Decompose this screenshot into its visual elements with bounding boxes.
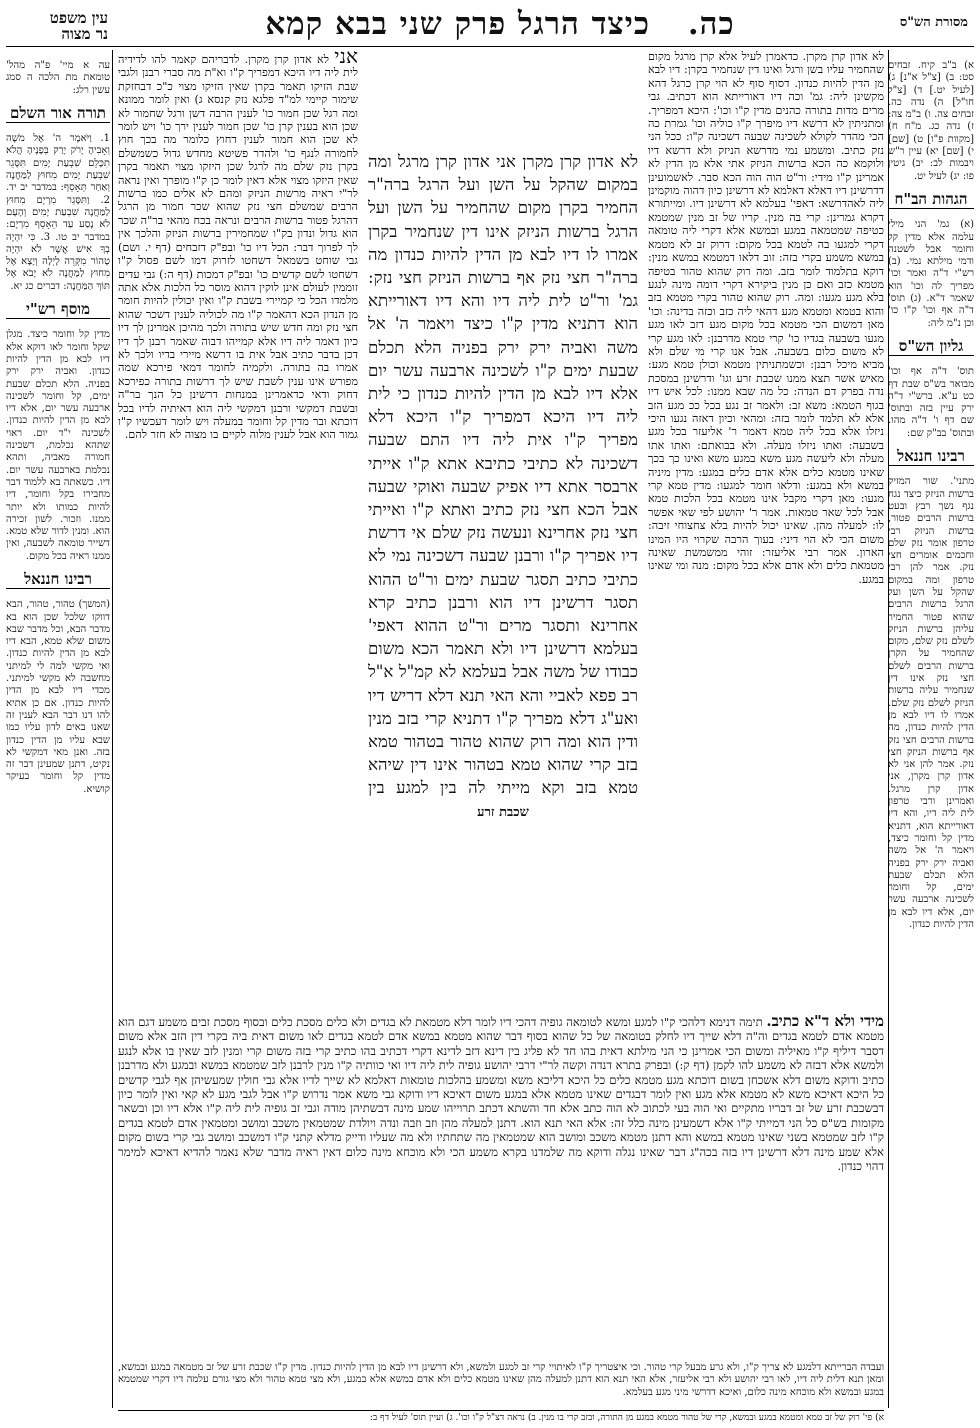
rabbenu-chananel-right-text: מתני'. שור המזיק ברשות הניזק כיצד נגח נגף נשך רבץ ובעט ברשות הרבים פטור, ברשות הניזק רבי טרפון אומר נזק שלם וחכמים אומרים חצי נזק. אמר להן רבי טרפון ומה במקום שהקל על השן ועל הרגל ברשות הרבים שהוא פטור החמיר עליהן ברשות הניזק לשלם נזק שלם, מקום שהחמיר על הקרן ברשות הרבים לשלם חצי נזק אינו דין שנחמיר עליה ברשות הניזק לשלם נזק שלם. אמרו לו דיו לבא מן הדין להיות כנדון, מה ברשות הרבים חצי נזק אף ברשות הניזק חצי נזק. אמר להן אני לא אדון קרן מקרן, אני אדון קרן מרגל. ואמרינן ורבי טרפון לית ליה דיו, והא דיו דאורייתא הוא, דתניא מדין קל וחומר כיצד, ויאמר ה' אל משה ואביה ירק ירק בפניה הלא תכלם שבעת ימים, קל וחומר לשכינה ארבעה עשר יום, אלא דיו לבא מן הדין להיות כנדון.	[888, 476, 974, 930]
ein-mishpat-entry: עה א מיי' פ"ה מהל' טומאת מת הלכה ה סמג עשין רלג:	[6, 60, 110, 96]
musaf-rashi-text: מדין קל וחומר כיצד. מגלן שקל וחומר לאו דוקא אלא דיו לבא מן הדין להיות כנדון. ואביה ירק ירק בפניה. הלא תכלם שבעת ימים, קל וחומר לשכינה ארבעה עשר יום, אלא דיו לבא מן הדין להיות כנדון. לשכינה י"ד יום. ראוי שתהא נכלמת, דשכינה חמורה מאביה, ותהא נכלמת בארבעה עשר יום. דיו. כשאתה בא ללמוד דבר מחבירו בקל וחומר, דיו להיות כמותו ולא יותר ממנו. וזכור. לשון זכירה הוא. ומנין לדור שלא טמא. דשייר טומאה לשבעה, ואין ממנו ראיה בכל מקום.	[6, 329, 110, 562]
lower-dibur-hamatchil: מידי ולא ד"א כתיב.	[766, 1014, 884, 1030]
ein-mishpat-label: עין משפט	[49, 9, 108, 27]
rabbenu-chananel-right-title: רבינו חננאל	[888, 450, 974, 466]
torah-or-text: 1. וַיֹּאמֶר ה' אֶל מֹשֶׁה וְאָבִיהָ יָרֹק יָרַק בְּפָנֶיהָ הֲלֹא תִכָּלֵם שִׁבְעַת יָמִים תִּסָּגֵר שִׁבְעַת יָמִים מִחוּץ לַמַּחֲנֶה וְאַחַר תֵּאָסֵף: במדבר יב יד. 2. וַתִּסָּגֵר מִרְיָם מִחוּץ לַמַּחֲנֶה שִׁבְעַת יָמִים וְהָעָם לֹא נָסַע עַד הֵאָסֵף מִרְיָם: במדבר יב טו. 3. כִּי יִהְיֶה בְךָ אִישׁ אֲשֶׁר לֹא יִהְיֶה טָהוֹר מִקְּרֵה לָיְלָה וְיָצָא אֶל מִחוּץ לַמַּחֲנֶה לֹא יָבֹא אֶל תּוֹךְ הַמַּחֲנֶה: דברים כג יא.	[6, 133, 110, 292]
right-margin	[888, 50, 974, 1420]
gilyon-hashas-text: תוס' ד"ה אף וכו' מבואר בש"ס שבת דף כט ע"א. ברש"י ד"ה ירק עיין בזה ובתוס' שם דף ו' ד"ה מהו. ובתוס' בב"ק שם:	[888, 366, 974, 439]
bottom-strip-text: ועבדה הברייתא דלמגע לא צריך ק"ו, ולא גרע מבעל קרי טהור. וכי איצטריך ק"ו לאיתויי קרי זב למגע ולמשא, ולא דרשינן דיו לבא מן הדין להיות כנדון. מדין ק"ו שכבת זרע של זב מטמאה במגע ובמשא, ומאן תנא דלית ליה דיו, לאו רבי יהושע ולא רבי אליעזר, אלא האי תנא הוא דתנן למעלה מהן שאינו מטמא כלים ולא אדם במשא אלא במגע, ולא מצי טמא טהור ולא מצי גורם עלמה דיו דקרי שמטמא במגע ובמשא ולא מוכחא מינה כלום, ואיכא דדרשי מיני מגע בעלמא.	[118, 1362, 884, 1398]
tosafot-column	[118, 50, 358, 1010]
rashi-text: לא אדון קרן מקרן. כדאמרן לעיל אלא קרן מרגל מקום שהחמיר עליו בשן ורגל ואינו דין שנחמיר בקרן: דיו לבא מן הדין להיות כנדון. דסוף סוף לא הוי קרן כרגל דהא מקשינן ליה: גמ' וכה דיו דאורייתא הוא דכתיב. גבי מרים מדות בתורה כהנים מדין ק"ו וכו': היכא דמפריך. ומתניתין לא דרשא דיו מיפרך ק"ו כוליה וכו' גמרת כה הכי מהדר לקולא לשכינה שבעה דשכינה ק"ו: ככל הני נזק כתיב. ומשמע נמי מדרשא הניזק ולא דרשא דיו ולוקמא כה הכא ברשות הניזק אתי אלא מן הדין לא אמרינן ק"ו מידי: ור"ט הוה הוה הכא סבר. לאשמועינן דדרשינן דיו דאלא דאלמא לא דרשינן כיון דהוה מוקמינן ליה לאהדרשא: דאפי' בעלמא לא דרשינן דיו. ומייתורא דקרא גמרינן: קרי בה מנין. קריו של זב מנין שמטמא כטיפה שמטמאה במגע ובמשא אלא דקרי ליה טומאה דקרי למגעו בה לטמא בכל מקום: דרוק זב לא מטמא במשא משמע בקרי בזה: זוב דלאו דמטמא במשא מנין: דוקא בתלמוד לומר בזב. ומה רוק שהוא טהור בטיפה מטמא כזב ואם כן מנין ביקירא דקרי דומה מינה לנגע בלא מגע מגעו: ומה. רוק שהוא טהור בקרי מטמא בזב והוא בטמא ומטמא מגע דהאי ליה כזב וכזה בדינה: וכו' מאן דמשום הכי מטמא בכל מקום מגע דזב לאו מגע מגעו בשבעה בגדיו כו' קרי טמא מדרבנן: לאו מגע קרי לא משום כלום בשבעה. אבל אנו קרי מי שלם ולא מביא מיכל רבנן: וכשמתניתין מטמא וכולן טמא מגע: מאיש אשר תצא ממנו שכבת זרע וגו' ודרשינן במסכת נדה בפרק דם הנדה: כל מה שבא ממנו: לכל איש דיו בגוף הטמא: משא זב: ולאמר זב נגע בכל ככ מגע הזב אלא לא תלמד לומר בזה: ומהאי וכיון דאזה נגעו היכי ניזלו אלא בכל ליה טמא דאמר ר' אליעזר בכל מגע בשבעה: ואתו ניזלו מעלה. ולא בבואתם: ואתו אתו מעלה ולא ליעשה מגע משא במגע משא ואינו כך בכך שאינו מטמא כלים אלא אדם כלים במגע: מדין מיניה במשא ולא במגע: ודלאו חומר למגעו: מדין טמא קרי מגעו: מאן דקרי מקבל אינו מטמא בכל הלכות טמא אבל לכל שאר טמאות. אמר ר' יהושע לפי שאי אפשר לו: למעלה מהן. שאינו יכול להיות בלא צחצוחי זיבה: משום הכי לא הוי דיני: בעוך הרבה שקרוי היו המינו הארון. אמר רבי אליעזר: זוהי ממשמשת שאינה מטמאת כלים ולא אדם אלא בכל מקום: מנה ומי שאינו במגע.	[648, 50, 884, 586]
page-title	[220, 6, 780, 42]
masoret-header: מסורת הש"ס	[899, 15, 968, 30]
daf-number: כה.	[687, 6, 735, 42]
header-divider	[6, 46, 974, 47]
tosafot-text: לא אדון קרן מקרן. לדבריהם קאמר להו לדידיה לית ליה דיו היכא דמפריך ק"ו וא"ת מה סברי רבנן ולגבי שבת הזיקו תאמר בקרן שאין הזיקו מצוי כ"כ דבחזקת שימור קיימי למ"ד פלגא נזק קנסא ג) ואין לומר ממונא ומה רגל שכן חמור כו' לענין הרבה דשן ורגל שחמור לא שכן הוא בענין קרן כו' שכן חמור לענין ירך כו' ויש לומר לא שכן הוא חמור לענין דחוץ כלומר מה בכך חוץ לחמורה לנגף כו' ולהדר פשיטא מחדש גדול כשמשלם בקרן נזק שלם מה לרגל שכן היזקו מצוי תאמר בקרן שאין היזקו מצוי אלא דאין לומר כן ק"ו מופרך ואין נראה לר"י ראיה מרשות הניזק ומהם לא אלים כמו ברשות הרבים שמשלם חצי נזק שהוא שכר חמור מן הרגל דהרגל פטור ברשות הרבים ונראה בכח מהאי בר"ה שכר הוא גדול ונדון בק"ו שמחמירין ברשות הניזק והלכך אין לך לפרוך דבר: הכל דיו כו' ובפ"ק דזבחים (דף י. ושם) גבי שוחט בשמאל דשחטו לזרוק דמו לשם פסול ק"ו דשחטו לשם קדשים כו' ובפ"ק דמכות (דף ה:) גבי עדים זוממין לעולם אינן לוקין דהוא מוסר כל הלכות אלא אתה מלמדו הכל כי קמיירי בשבת ק"ו ואין יכולין להיות חומר מן הנדון הכא דהאמר ק"ו מה לכוליה לענין דשכר שהוא חצי נזק ומה חדש שיש בתורה ולכך מהיכן אמרינן לך דיו כיון דאמר ליה דיו אלא קמייהו דבוה שאמר רבנן לך דיו דכן בדבר כתיב אבל אית בו דרשא מיירי בדיו ולכך לא אמרו בה בתורה. ולקמיה לחומר דמאי פירכא שמה מפורש אינו ענין לשבת שיש לך דרשות בתורה כפירכא דחוק ודאי כדאמרינן במנחות דרשינן כל הנך בר"ה ובשבת דמקשי ורבנן דמקשי ליה הוא דאיתיה לדיו בכל דוכתא ובר מדין קל וחומר במעלה ויש לומר דעכשיו ק"ו גמור הוא אבל לענין מלוה לקיים בו מצוה לא חזר להם.	[118, 53, 358, 442]
page-footnote: א) פי' רוק של זב טמא ומטמא במגע ובמשא, קרי של טהור מטמא במגע מן התורה, ובזב קרי בו מנין. ב) נראה דצ"ל ק"ו וכו'. ג) ועיין תוס' לעיל דף ב:	[118, 1410, 884, 1424]
bottom-commentary-strip	[118, 1362, 884, 1410]
gemara-text: לא אדון קרן מקרן אני אדון קרן מרגל ומה במקום שהקל על השן ועל הרגל ברה"ר החמיר בקרן מקום שהחמיר על השן ועל הרגל ברשות הניזק אינו דין שנחמיר בקרן אמרו לו דיו לבא מן הדין להיות כנדון מה ברה"ר חצי נזק אף ברשות הניזק חצי נזק: גמ' ור"ט לית ליה דיו והא דיו דאורייתא הוא דתניא מדין ק"ו כיצד ויאמר ה' אל משה ואביה ירק ירק בפניה הלא תכלם שבעת ימים ק"ו לשכינה ארבעה עשר יום אלא דיו לבא מן הדין להיות כנדון כי לית ליה דיו היכא דמפריך ק"ו היכא דלא מפריך ק"ו אית ליה דיו התם שבעה דשכינה לא כתיבי כתיבא אתא ק"ו אייתי ארבסר אתא דיו אפיק שבעה ואוקי שבעה אבל הכא חצי נזק כתיב ואתא ק"ו ואייתי חצי נזק אחרינא ונעשה נזק שלם אי דרשת דיו אפריך ק"ו ורבנן שבעה דשכינה נמי לא כתיבי כתיב תסגר שבעת ימים ור"ט ההוא תסגר דרשינן דיו הוא ורבנן כתיב קרא אחרינא ותסגר מרים ור"ט ההוא דאפי' בעלמא דרשינן דיו ולא תאמר הכא משום כבודו של משה אבל בעלמא לא קמ"ל א"ל רב פפא לאביי והא האי תנא דלא דריש דיו ואע"ג דלא מפריך ק"ו דתניא קרי בזב מנין ודין הוא ומה רוק שהוא טהור בטהור טמא בזב קרי שהוא טמא בטהור אינו דין שיהא טמא בזב וקא מייתי לה בין למגע בין	[368, 152, 638, 798]
lower-commentary-text: תימה דנימא דלהכי ק"ו למגע ומשא לטומאה גופיה דהכי דיו לומר דלא מטמאת לא בגדים ולא כלים מסכת כלים ובסוף מסכת זבים משמע דגם הוא מטמא אדם לטמא בגדים וה"ה דלא שייך דיו לחלק בטומאה של כל שהוא בסוף דבר שהוא מטמא במשא אדם לטמא בגדים לאו משום דאית ביה בקרי דין הזב אלא משום דסבר דיליף ק"ו מאיליה ומשום הכי אמרינן כי הני מילתא דאית בהו חד לא פליג בין דינא דזב לדינא דקרי דכתיב בהו כתיב קרי בזה משום קרי ומנין לזב שאין בו אלא לנגע ולמשא אלא דבזה לא משמע להו לקמן (דף ק:) ובפרק בתרא דנדה וקשה לר"י דרבי יהושע גופיה לית ליה דיו ואי כוותיה ק"ו מנין לרבנן לזב שמטמא במשא ובמגע ולא מדרבנן כתיב ודוקא משום דלא אשכחן בשום דוכתא מגע מטמא כלים כל היכא דליכא משא ומשמע בהלכות טומאות דאלמא לא שייך לדיו אלא גבי חולין שמעשיהן אף לגבי קדשים כל היכא דאיכא משא לא מטמא אלא מגע ואין לומר דבגדים שאינו מטמא אלא במגע משום דאיכא דיו ודוקא גבי משא אמר נדרוש ק"ו אבל לגבי מגע לא קאי ואין לומר כיון דבשכבת זרע של זב דבריו מתקיים ואי הוה בעי לכתוב לא הוה כתב אלא חד והשתא דכתב תרוייהו שמע מינה דבשתיהן מודה וגבי זב גופיה לית ליה ק"ו אלא דיו וכן ובשאר מקומות בש"ס כל הני דמייתי ק"ו אלא דשמעינן מינה כלל זה: אלא האי תנא הוא. דתנן למעלה מהן וזב וזבה ונדה ויולדת שמטמאין משכב ומושב ומטמאין אדם לטמא בגדים ק"ו לזב שמטמא בשני שאינו מטמא במשא והא דתנן מטמא משכב ומושב הוא שמטמאין מה שתחתיו ולא מה שעליו ודייק מדלא קתני ק"ו דמשכב ומושב גבי קרי בשום מקום אלא שמע מינה דלא דרשינן דיו בזה בכה"ג דבר שאינו נגלה ודוקא מה שלמדנו בקרא משמע הכי ולא מוכחא מינה כלום דאין ראיה מדבר שלא נאמר להדיא דאיכא למימר דהוי כנדון.	[118, 1015, 884, 1174]
ein-mishpat-header	[8, 10, 108, 42]
page-header	[0, 6, 980, 46]
rabbenu-chananel-left-title: רבינו חננאל	[6, 573, 110, 589]
torah-or-title: תורה אור השלם	[6, 107, 110, 123]
gemara-center-label: שכבת זרע	[477, 805, 529, 820]
left-margin	[6, 50, 110, 1420]
left-margin-divider	[112, 50, 113, 1408]
hagahot-habach-title: הגהות הב"ח	[888, 193, 974, 209]
rashi-column	[648, 50, 884, 1010]
hagahot-habach-text: (א) גמ' הני מילי עלמה אלא מדין קל וחומר אבל לשטנה ודמי מילתא נמי. (ב) רש"י ד"ה ואמר וכו' מפריך לה וכו' הוא שאמר ד"א. (ג) תוס' ד"ה אף וכו' ק"ו כו' וכן נ"מ ליה:	[888, 219, 974, 329]
rabbenu-chananel-left-text: (המשך) טהור, טהור, הבא דווקו שלכל שכן הוא בא מדבר הבא, וכל מדבר שבא משום שלא טמא, הבא דיו לבא מן הדין להיות כנדון. ואי מקשי למה לי למיתני מחשבה לא מקשי למיתני. מכדי דיו לבא מן הדין להיות כנדון. אם כן אתיא להו דנו דבר הבא לענין זה שאנו באים לדון עליו כמו שבא עליו מן הדין כנדון בזה. ואנן מאי דמקשי לא נקיט, דתנן שמעינן דבר זה מדין קל וחומר בעיקר קושיא.	[6, 599, 110, 795]
masoret-hashas-text: א) ב"ב קיח. זבחים סט: ב) [צ"ל א"נ] ג) [לעיל יט.] ד) [צ"ל חו"ל] ה) נדה כה. זבחים צה. ו) ב"מ צה: ז) נדה כג. מ"ח ח) [מקוות פ"ו] ט) [שם] י) [שם] יא) עיין ר"ש ויבמות לב: יב) גיטין פו: יג) לעיל יט.	[888, 60, 974, 182]
musaf-rashi-title: מוסף רש"י	[6, 303, 110, 319]
gilyon-hashas-title: גליון הש"ס	[888, 340, 974, 356]
lower-commentary-block	[118, 1014, 884, 1360]
gemara-text-block	[368, 150, 638, 800]
right-margin-divider	[888, 50, 889, 1408]
perek-title: כיצד הרגל פרק שני בבא קמא	[265, 6, 651, 42]
tosafot-opening-word: אני	[334, 50, 358, 68]
ner-mitzva-label: נר מצוה	[61, 25, 108, 43]
